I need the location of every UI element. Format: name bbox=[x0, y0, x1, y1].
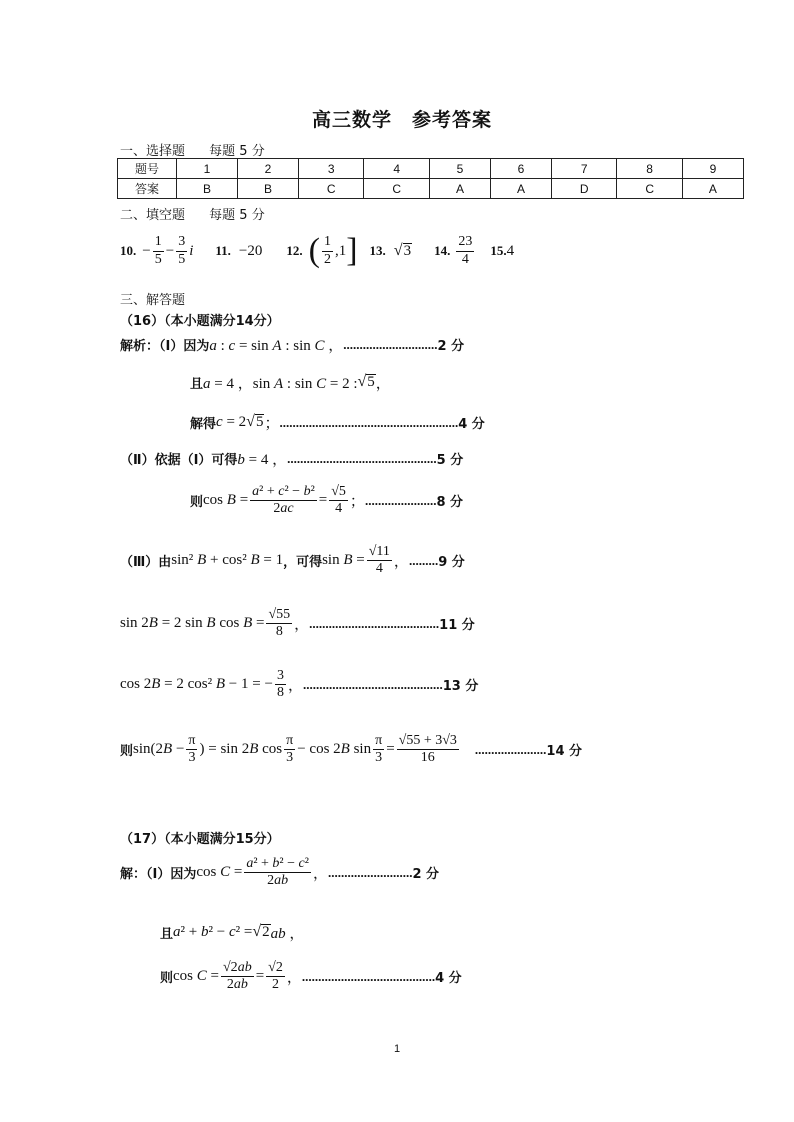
table-cell: 2 bbox=[238, 159, 299, 179]
section-fill-heading bbox=[120, 204, 265, 223]
q11-value: −20 bbox=[238, 242, 263, 259]
table-cell: 3 bbox=[299, 159, 364, 179]
q16-sin2b-value: $\frac{√55}{8}$ bbox=[268, 607, 291, 640]
table-cell: C bbox=[364, 179, 429, 199]
q17-intro: 解：（Ⅰ）因为 bbox=[120, 867, 197, 883]
q16-step2: 且 a = 4 ，sin A : sin C = 2 : √ 5 ， bbox=[190, 373, 391, 392]
q16-s1-score: 2 分 bbox=[437, 339, 465, 354]
table-cell: A bbox=[490, 179, 551, 199]
q13-sqrt: √ 3 bbox=[393, 241, 412, 259]
section-choice-heading bbox=[120, 140, 265, 159]
q17-cosc-frac: $\frac{\text{a² + b² − c²}}{2ab}$ bbox=[246, 856, 309, 889]
q16-s2-prefix: 且 bbox=[190, 377, 204, 392]
q16-step1: 解析：（Ⅰ）因为 a : c = sin A : sin C ， ............................. 2 分 bbox=[120, 336, 465, 354]
q16-s8-score: 13 分 bbox=[442, 679, 479, 695]
table-cell: 5 bbox=[429, 159, 490, 179]
q16-s4-prefix: （Ⅱ）依据（Ⅰ）可得 bbox=[120, 453, 238, 468]
q17-step2: 且 a² + b² − c² = √ 2 ab ， bbox=[160, 923, 305, 942]
section-fill-label: 二、填空题 bbox=[120, 208, 186, 223]
q16-step4: （Ⅱ）依据（Ⅰ）可得 b = 4 ， .............................................. 5 分 bbox=[120, 450, 464, 468]
q16-step7: sin 2B = 2 sin B cos B = $\frac{√55}{8}$ ， ........................................ 11 分 bbox=[120, 607, 475, 640]
table-cell: 8 bbox=[617, 159, 682, 179]
q16-s6-prefix: （Ⅲ）由 bbox=[120, 555, 172, 571]
q16-s3-prefix: 解得 bbox=[190, 417, 217, 432]
fill-answers: 10. − $\frac{1}{5}$ − $\frac{3}{5}$ i 11. −20 12. ( $\frac{1}{2}$ ,1 ] 13. √ 3 14. $\frac{23}{4}$ 15. 4 bbox=[120, 232, 515, 269]
table-cell: 9 bbox=[682, 159, 743, 179]
q10-frac-2: $\frac{3}{5}$ bbox=[178, 234, 186, 267]
section-choice-points: 每题 5 分 bbox=[209, 144, 265, 159]
q16-step5: 则 cos B = $\frac{\text{a² + c² − b²}}{2ac}$ = $\frac{√5}{4}$ ； ...................... 8 分 bbox=[190, 484, 464, 517]
q16-final-value: $\frac{√55 + 3√3}{16}$ bbox=[398, 733, 457, 766]
q16-intro: 解析：（Ⅰ）因为 bbox=[120, 339, 210, 354]
table-cell: B bbox=[238, 179, 299, 199]
q16-s6-mid: ，可得 bbox=[283, 555, 323, 571]
q16-sinb-value: $\frac{√11}{4}$ bbox=[368, 544, 390, 577]
section-choice-label: 一、选择题 bbox=[120, 144, 186, 159]
q11-label: 11. bbox=[215, 243, 231, 258]
q13-label: 13. bbox=[369, 243, 386, 258]
pi-over-3: $\frac{\pi}{3}$ bbox=[375, 733, 383, 766]
q17-s3-score: 4 分 bbox=[435, 971, 462, 987]
q16-step6: （Ⅲ）由 sin² B + cos² B = 1 ，可得 sin B = $\frac{√11}{4}$ ， ......... 9 分 bbox=[120, 544, 465, 577]
q16-s7-score: 11 分 bbox=[439, 618, 475, 634]
table-cell: 4 bbox=[364, 159, 429, 179]
table-cell: D bbox=[551, 179, 616, 199]
q16-step8: cos 2B = 2 cos² B − 1 = − $\frac{3}{8}$ ， ........................................... 13 分 bbox=[120, 668, 479, 701]
q17-step3: 则 cos C = $\frac{√2ab}{2ab}$ = $\frac{√2}{2}$ ， ......................................... 4 分 bbox=[160, 960, 462, 993]
pi-over-3: $\frac{\pi}{3}$ bbox=[188, 733, 196, 766]
row-label-number: 题号 bbox=[118, 159, 177, 179]
q17-heading: （17）（本小题满分15分） bbox=[120, 832, 280, 847]
q16-s9-prefix: 则 bbox=[120, 744, 134, 760]
q17-cosc-value-2: $\frac{√2}{2}$ bbox=[268, 960, 283, 993]
section-solve-heading: 三、解答题 bbox=[120, 293, 186, 308]
page-number: 1 bbox=[394, 1043, 401, 1055]
q15-label: 15. bbox=[490, 243, 507, 258]
answer-table bbox=[117, 158, 744, 199]
q16-heading: （16）（本小题满分14分） bbox=[120, 314, 280, 329]
q16-s5-prefix: 则 bbox=[190, 495, 204, 511]
q16-s9-score: 14 分 bbox=[546, 744, 583, 760]
table-row-answers bbox=[118, 179, 744, 199]
q17-s1-score: 2 分 bbox=[412, 867, 440, 883]
q10-frac-1: $\frac{1}{5}$ bbox=[154, 234, 162, 267]
q12-frac: $\frac{1}{2}$ bbox=[323, 234, 331, 267]
table-cell: C bbox=[617, 179, 682, 199]
section-fill-points: 每题 5 分 bbox=[209, 208, 265, 223]
q16-cos2b-value: $\frac{3}{8}$ bbox=[276, 668, 284, 701]
q16-s3-score: 4 分 bbox=[458, 417, 485, 432]
table-row-numbers bbox=[118, 159, 744, 179]
q17-s2-prefix: 且 bbox=[160, 927, 174, 942]
page-title: 高三数学 参考答案 bbox=[312, 109, 493, 131]
q17-s3-prefix: 则 bbox=[160, 971, 174, 987]
table-cell: A bbox=[682, 179, 743, 199]
pi-over-3: $\frac{\pi}{3}$ bbox=[286, 733, 294, 766]
table-cell: 7 bbox=[551, 159, 616, 179]
q16-cosb-value: $\frac{√5}{4}$ bbox=[331, 484, 346, 517]
q16-s4-score: 5 分 bbox=[436, 453, 464, 468]
q12-label: 12. bbox=[286, 243, 303, 258]
q16-cosb-frac: $\frac{\text{a² + c² − b²}}{2ac}$ bbox=[252, 484, 315, 517]
row-label-answer: 答案 bbox=[118, 179, 177, 199]
q16-step9: 则 sin(2B − $\frac{\pi}{3}$ ) = sin 2B cos $\frac{\pi}{3}$ − cos 2B sin $\frac{\pi}{3}$ = $\frac{√55 + 3√3}{16}$ ...................... 14 分 bbox=[120, 733, 583, 766]
table-cell: 6 bbox=[490, 159, 551, 179]
q14-label: 14. bbox=[434, 243, 451, 258]
q15-value: 4 bbox=[506, 242, 515, 259]
q14-frac: $\frac{23}{4}$ bbox=[458, 234, 473, 267]
q16-s5-score: 8 分 bbox=[436, 495, 464, 511]
q10-label: 10. bbox=[120, 243, 137, 258]
table-cell: B bbox=[177, 179, 238, 199]
q16-s6-score: 9 分 bbox=[438, 555, 465, 571]
table-cell: C bbox=[299, 179, 364, 199]
q16-step3: 解得 c = 2 √ 5 ； ....................................................... 4 分 bbox=[190, 413, 485, 432]
q17-step1: 解：（Ⅰ）因为 cos C = $\frac{\text{a² + b² − c²}}{2ab}$ ， .......................... 2 分 bbox=[120, 856, 440, 889]
table-cell: A bbox=[429, 179, 490, 199]
q17-cosc-value-1: $\frac{√2ab}{2ab}$ bbox=[223, 960, 252, 993]
table-cell: 1 bbox=[177, 159, 238, 179]
